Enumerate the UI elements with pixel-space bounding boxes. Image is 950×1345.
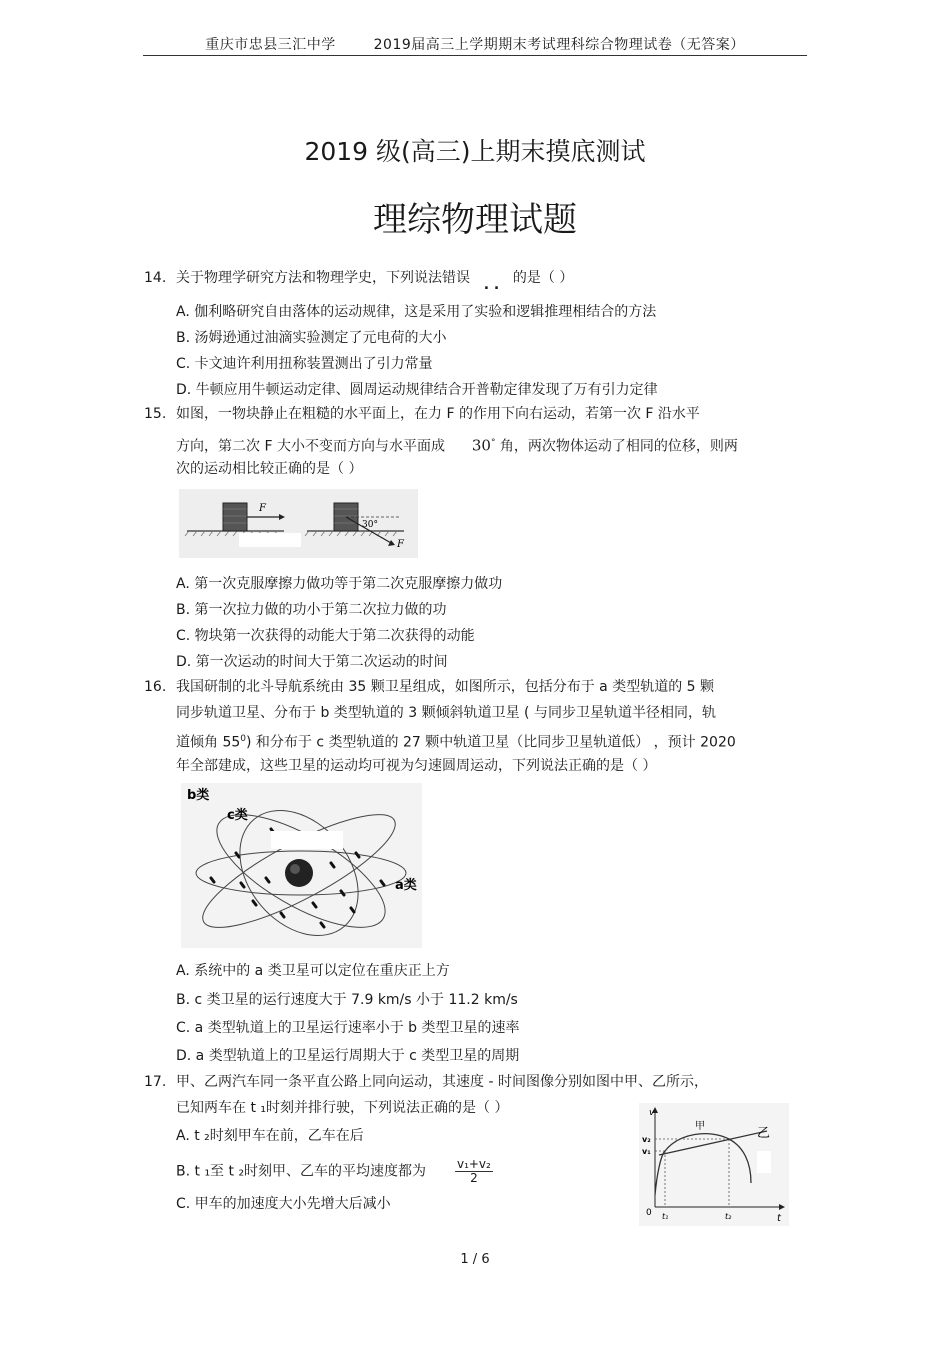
q15-angle-degree: ° — [490, 438, 496, 448]
q14-option-a: A. 伽利略研究自由落体的运动规律，这是采用了实验和逻辑推理相结合的方法 — [176, 304, 657, 320]
q16-line3 — [176, 730, 736, 752]
q16-line3-sup: 0 — [240, 734, 246, 744]
exam-title: 2019 级(高三)上期末摸底测试 — [304, 137, 646, 166]
q14-option-d: D. 牛顿应用牛顿运动定律、圆周运动规律结合开普勒定律发现了万有引力定律 — [176, 382, 658, 398]
q16-fig-label-c: c类 — [227, 808, 248, 823]
q15-figure — [179, 489, 418, 558]
q15-fig-F1: F — [259, 503, 266, 514]
q15-option-a: A. 第一次克服摩擦力做功等于第二次克服摩擦力做功 — [176, 576, 503, 592]
q17-fraction — [455, 1158, 493, 1185]
q15-fig-angle: 30° — [362, 520, 378, 530]
q16-figure — [181, 783, 422, 948]
q14-number: 14. — [144, 270, 167, 286]
q15-line2 — [176, 434, 738, 456]
q15-angle-value: 30 — [471, 436, 491, 455]
q16-line4: 年全部建成，这些卫星的运动均可视为匀速圆周运动，下列说法正确的是（ ） — [176, 758, 657, 774]
q15-line1: 如图，一物块静止在粗糙的水平面上，在力 F 的作用下向右运动，若第一次 F 沿水平 — [176, 406, 700, 422]
q17-vt-graph — [639, 1103, 789, 1226]
q17-fig-v: v — [649, 1108, 655, 1118]
q16-option-c: C. a 类型轨道上的卫星运行速率小于 b 类型卫星的速率 — [176, 1020, 520, 1036]
q17-fig-origin: 0 — [646, 1208, 652, 1218]
q15-option-b: B. 第一次拉力做的功小于第二次拉力做的功 — [176, 602, 447, 618]
q16-fig-label-b: b类 — [187, 788, 210, 803]
q15-number: 15. — [144, 406, 167, 422]
q15-line3: 次的运动相比较正确的是（ ） — [176, 461, 363, 477]
q15-line2b: 角，两次物体运动了相同的位移，则两 — [499, 438, 738, 455]
q17-fig-jia: 甲 — [695, 1121, 705, 1132]
q16-line1: 我国研制的北斗导航系统由 35 颗卫星组成，如图所示，包括分布于 a 类型轨道的 5 颗 — [176, 679, 714, 695]
q15-line2a: 方向，第二次 F 大小不变而方向与水平面成 — [176, 438, 445, 455]
q17-fig-t1: t₁ — [662, 1212, 669, 1221]
q14-stem-b: 的是（ ） — [512, 270, 574, 286]
q15-fig-F2: F — [397, 539, 404, 550]
q16-fig-label-a: a类 — [395, 878, 417, 893]
header-rule — [143, 55, 807, 56]
q17-number: 17. — [144, 1074, 167, 1090]
q16-line2: 同步轨道卫星、分布于 b 类型轨道的 3 颗倾斜轨道卫星 ( 与同步卫星轨道半径相同，轨 — [176, 705, 716, 721]
q17-fig-t2: t₂ — [725, 1212, 732, 1221]
q17-fig-v2: v₂ — [642, 1135, 651, 1144]
q16-line3b: ) 和分布于 c 类型轨道的 27 颗中轨道卫星（比同步卫星轨道低） ，预计 2020 — [246, 734, 736, 751]
q16-line3a: 道倾角 55 — [176, 734, 241, 751]
page-number: 1 / 6 — [460, 1252, 490, 1267]
q15-option-d: D. 第一次运动的时间大于第二次运动的时间 — [176, 654, 448, 670]
q14-stem — [176, 269, 574, 293]
exam-subtitle: 理综物理试题 — [373, 200, 577, 240]
q16-option-b: B. c 类卫星的运行速度大于 7.9 km/s 小于 11.2 km/s — [176, 992, 518, 1008]
q14-option-b: B. 汤姆逊通过油滴实验测定了元电荷的大小 — [176, 330, 447, 346]
q17-option-b — [176, 1158, 493, 1185]
q17-fraction-denominator: 2 — [470, 1171, 478, 1185]
q15-option-c: C. 物块第一次获得的动能大于第二次获得的动能 — [176, 628, 475, 644]
header-school: 重庆市忠县三汇中学 — [205, 37, 336, 53]
q17-fig-yi: 乙 — [757, 1126, 771, 1141]
q16-option-a: A. 系统中的 a 类卫星可以定位在重庆正上方 — [176, 963, 450, 979]
q16-option-d: D. a 类型轨道上的卫星运行周期大于 c 类型卫星的周期 — [176, 1048, 520, 1064]
q17-fig-t: t — [777, 1213, 781, 1224]
q17-option-a: A. t ₂时刻甲车在前，乙车在后 — [176, 1128, 364, 1144]
q17-line1: 甲、乙两汽车同一条平直公路上同向运动，其速度 - 时间图像分别如图中甲、乙所示， — [176, 1074, 708, 1090]
q14-emphasis-dots: . . — [483, 277, 500, 293]
q17-fig-v1: v₁ — [642, 1147, 651, 1156]
q14-option-c: C. 卡文迪许利用扭称装置测出了引力常量 — [176, 356, 433, 372]
q16-number: 16. — [144, 679, 167, 695]
q17-line2: 已知两车在 t ₁时刻并排行驶，下列说法正确的是（ ） — [176, 1100, 509, 1116]
q17-option-b-text: B. t ₁至 t ₂时刻甲、乙车的平均速度都为 — [176, 1163, 427, 1180]
running-header — [0, 34, 950, 54]
q17-option-c: C. 甲车的加速度大小先增大后减小 — [176, 1196, 391, 1212]
header-doc-title: 2019届高三上学期期末考试理科综合物理试卷（无答案） — [373, 37, 745, 53]
q17-fraction-numerator: v₁+v₂ — [456, 1157, 491, 1171]
q14-stem-a: 关于物理学研究方法和物理学史，下列说法错误 — [176, 270, 470, 286]
